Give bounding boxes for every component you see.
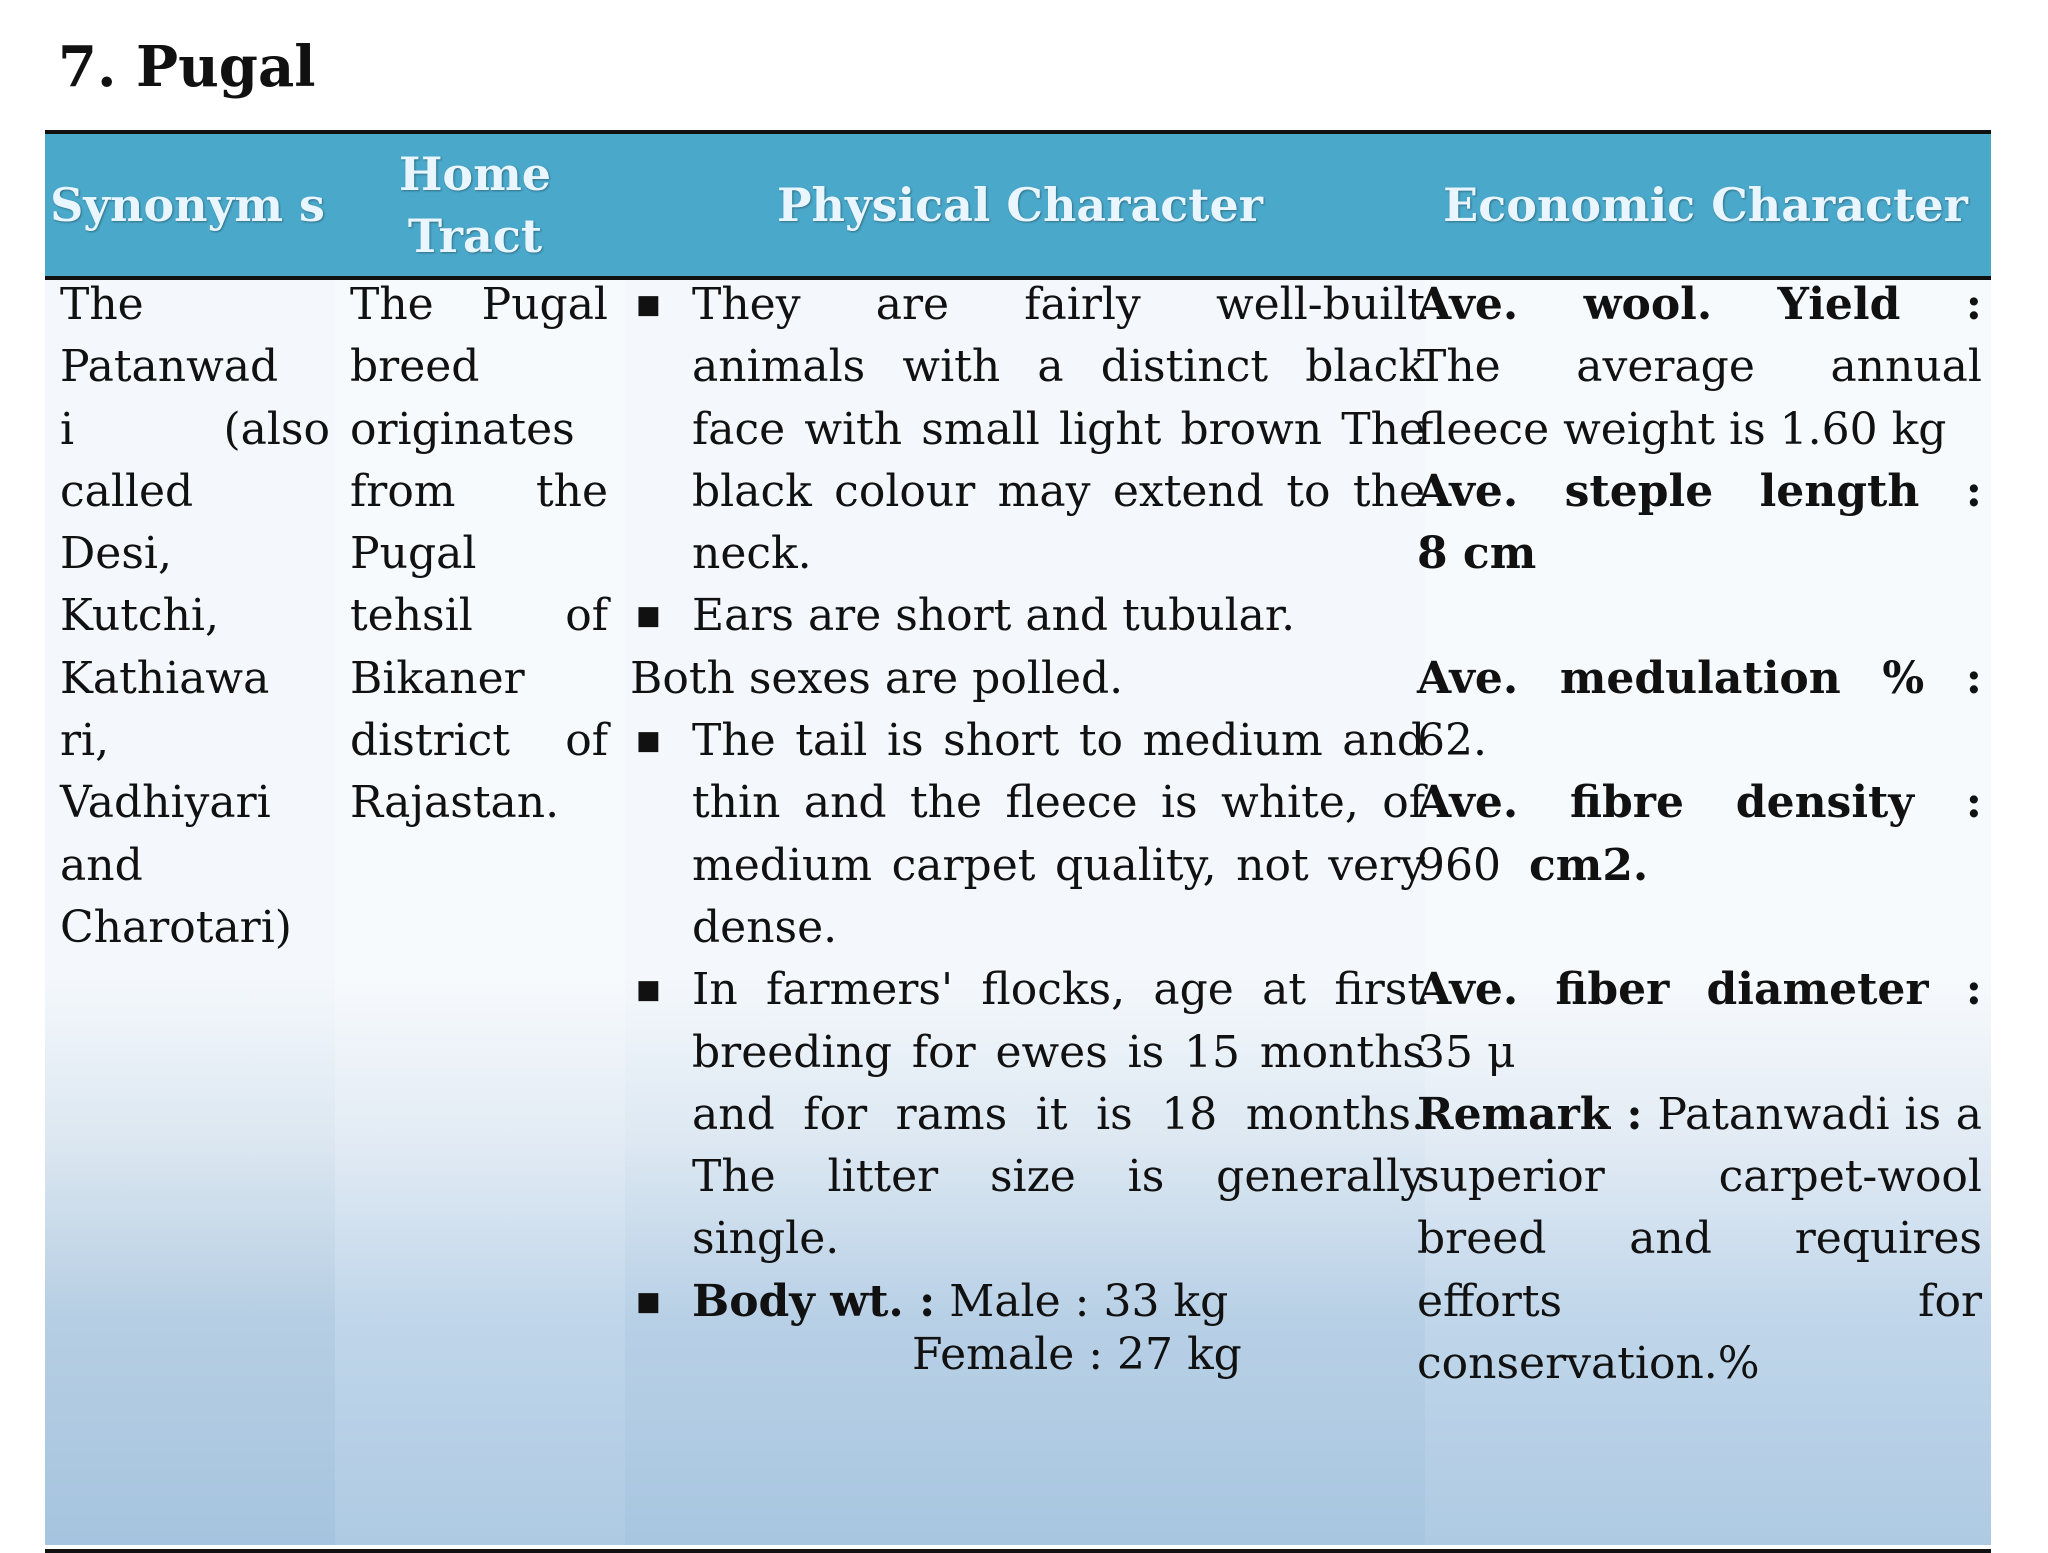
wool-yield-label: Ave. wool. Yield : [1417, 279, 1982, 330]
synonyms-line: Kutchi, [60, 590, 219, 642]
square-bullet-icon: ■ [636, 601, 661, 632]
physical-bullet-item [630, 959, 1425, 1270]
wool-yield-text: The average annual fleece weight is 1.60 kg [1417, 341, 1982, 455]
medulation-block [1417, 648, 1982, 773]
economic-character-cell [1417, 274, 1982, 1395]
staple-length-block [1417, 461, 1982, 586]
physical-bullet-item [630, 274, 1425, 585]
staple-length-label: Ave. steple length : [1417, 465, 1982, 517]
body-weight-male: Male : 33 kg [935, 1275, 1229, 1327]
remark-text: Patanwadi is a superior carpet-wool breed and requires efforts for conservation.% [1417, 1088, 1982, 1390]
physical-text-breeding: In farmers' flocks, age at first breeding for ewes is 15 months and for rams it is 18 months. The litter size is generally single. [692, 964, 1425, 1265]
home-tract-cell [350, 274, 608, 835]
medulation-value: 62. [1417, 715, 1487, 767]
wool-yield-block [1417, 274, 1982, 461]
home-tract-line: district of [350, 715, 608, 767]
square-bullet-icon: ■ [636, 975, 661, 1006]
physical-bullet-item [630, 710, 1425, 959]
body-weight-label: Body wt. : [692, 1275, 936, 1327]
home-tract-line: Bikaner [350, 652, 525, 704]
fibre-density-value: 960 [1417, 839, 1501, 891]
home-tract-line: from the [350, 465, 608, 517]
medulation-label: Ave. medulation % : [1417, 652, 1982, 704]
home-tract-line: Pugal [350, 528, 477, 580]
synonyms-line: and [60, 839, 143, 891]
synonyms-line: Desi, [60, 528, 172, 580]
home-tract-line: The Pugal [350, 279, 608, 330]
synonyms-line: called [60, 465, 194, 517]
header-home-tract: Home Tract [398, 147, 552, 263]
square-bullet-icon: ■ [636, 1286, 661, 1317]
home-tract-line: breed [350, 341, 480, 393]
fibre-density-block [1417, 772, 1982, 897]
home-tract-line: Rajastan. [350, 777, 560, 829]
body-weight-female: Female : 27 kg [912, 1329, 1242, 1381]
physical-character-cell [630, 274, 1425, 1381]
fiber-diameter-value: 35 μ [1417, 1026, 1516, 1078]
synonyms-line: Patanwad [60, 341, 279, 393]
physical-text-tail: The tail is short to medium and thin and the fleece is white, of medium carpet quality, not very dense. [692, 715, 1425, 953]
staple-length-value: 8 cm [1417, 528, 1537, 580]
home-tract-line: tehsil of [350, 590, 608, 642]
physical-text-build: They are fairly well-built animals with a distinct black face with small light brown The black colour may extend to the neck. [692, 279, 1425, 580]
table-header [45, 134, 1991, 280]
fibre-density-unit: cm2. [1528, 839, 1649, 891]
square-bullet-icon: ■ [636, 726, 661, 757]
fibre-density-label: Ave. fibre density : [1417, 777, 1982, 829]
physical-text-polled: Both sexes are polled. [630, 652, 1124, 704]
synonyms-line: The [60, 279, 144, 330]
square-bullet-icon: ■ [636, 290, 661, 320]
page-title: 7. Pugal [58, 34, 316, 100]
header-economic-character: Economic Character [1443, 178, 1968, 232]
header-physical-character: Physical Character [776, 178, 1264, 232]
synonyms-cell [60, 274, 330, 959]
fiber-diameter-block [1417, 959, 1982, 1084]
remark-label: Remark : [1417, 1088, 1643, 1140]
remark-block [1417, 1084, 1982, 1395]
breed-table [45, 130, 1991, 1553]
physical-bullet-item [630, 585, 1425, 647]
synonyms-line: Vadhiyari [60, 777, 271, 829]
synonyms-line: ri, [60, 715, 110, 767]
header-synonyms: Synonym s [50, 178, 325, 232]
fiber-diameter-label: Ave. fiber diameter : [1417, 964, 1982, 1016]
physical-bullet-item [630, 1271, 1425, 1333]
synonyms-line: i (also [60, 403, 330, 455]
physical-text-ears: Ears are short and tubular. [692, 590, 1296, 642]
synonyms-line: Charotari) [60, 901, 292, 953]
synonyms-line: Kathiawa [60, 652, 270, 704]
home-tract-line: originates [350, 403, 575, 455]
